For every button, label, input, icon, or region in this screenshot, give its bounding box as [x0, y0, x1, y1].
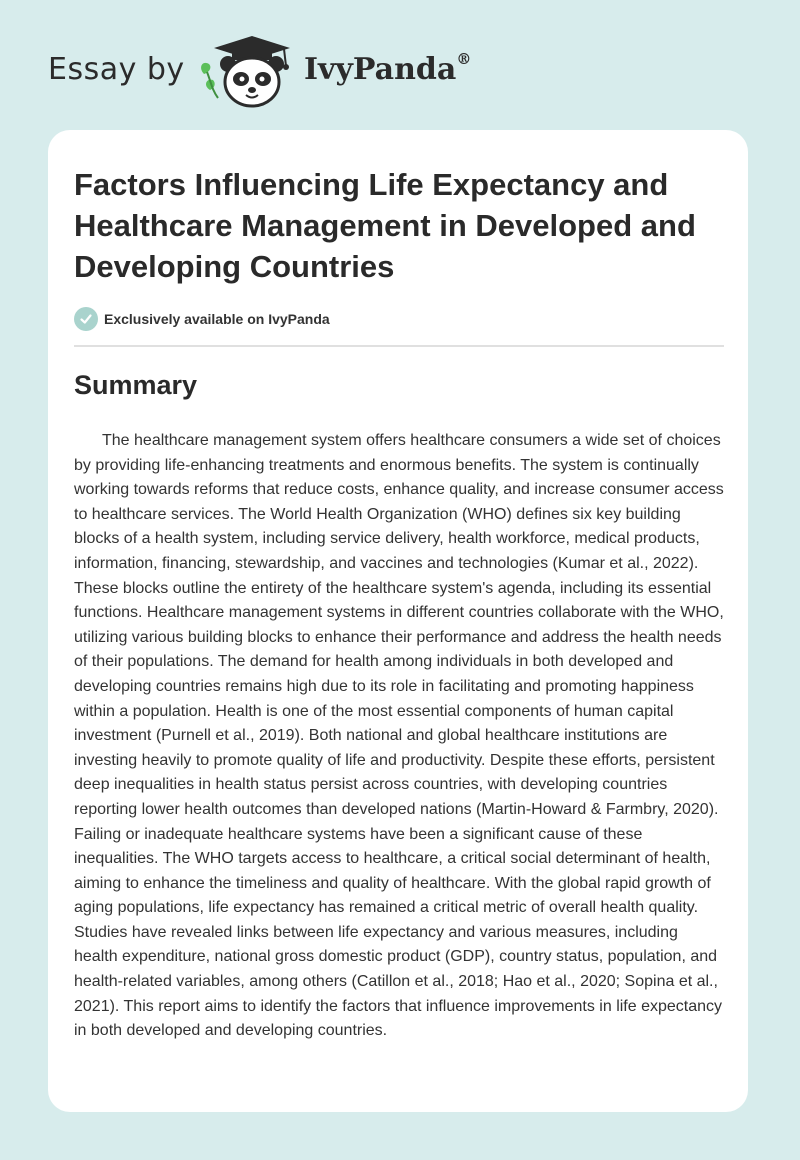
trademark-mark: ® — [456, 50, 472, 68]
summary-paragraph: The healthcare management system offers healthcare consumers a wide set of choices by providing life-enhancing treatments and enormous benefits. The system is continually working towards reforms that reduce costs, enhance quality, and increase consumer access to healthcare services. The World Health Organization (WHO) defines six key building blocks of a health system, including service delivery, health workforce, medical products, information, financing, stewardship, and vaccines and technologies (Kumar et al., 2022). These blocks outline the entirety of the healthcare system's agenda, including its essential functions. Healthcare management systems in different countries collaborate with the WHO, utilizing various building blocks to enhance their performance and address the health needs of their populations. The demand for health among individuals in both developed and developing countries remains high due to its role in facilitating and promoting happiness within a population. Health is one of the most essential components of human capital investment (Purnell et al., 2019). Both national and global healthcare institutions are investing heavily to promote quality of life and productivity. Despite these efforts, persistent deep inequalities in health status persist across countries, with developing countries reporting lower health outcomes than developed nations (Martin-Howard & Farmbry, 2020). Failing or inadequate healthcare systems have been a significant cause of these inequalities. The WHO targets access to healthcare, a critical social determinant of health, aiming to enhance the timeliness and quality of healthcare. With the global rapid growth of aging populations, life expectancy has remained a critical metric of overall health quality. Studies have revealed links between life expectancy and various measures, including health expenditure, national gross domestic product (GDP), country status, population, and health-related variables, among others (Catillon et al., 2018; Hao et al., 2020; Sopina et al., 2021). This report aims to identify the factors that influence improvements in life expectancy in both developed and developing countries. — [74, 432, 724, 1040]
brand-prefix: Essay by — [48, 52, 185, 87]
exclusive-badge — [74, 306, 330, 332]
section-heading-summary: Summary — [74, 370, 198, 400]
brand-name: IvyPanda — [304, 52, 457, 87]
panda-graduate-icon — [198, 34, 298, 110]
essay-card — [48, 130, 748, 1112]
brand-logo-text[interactable] — [304, 52, 471, 87]
divider — [74, 345, 724, 347]
check-icon — [74, 307, 98, 331]
essay-title: Factors Influencing Life Expectancy and Healthcare Management in Developed and Developing Countries — [74, 167, 696, 284]
badge-text: Exclusively available on IvyPanda — [104, 311, 330, 327]
brand-header — [48, 32, 508, 112]
